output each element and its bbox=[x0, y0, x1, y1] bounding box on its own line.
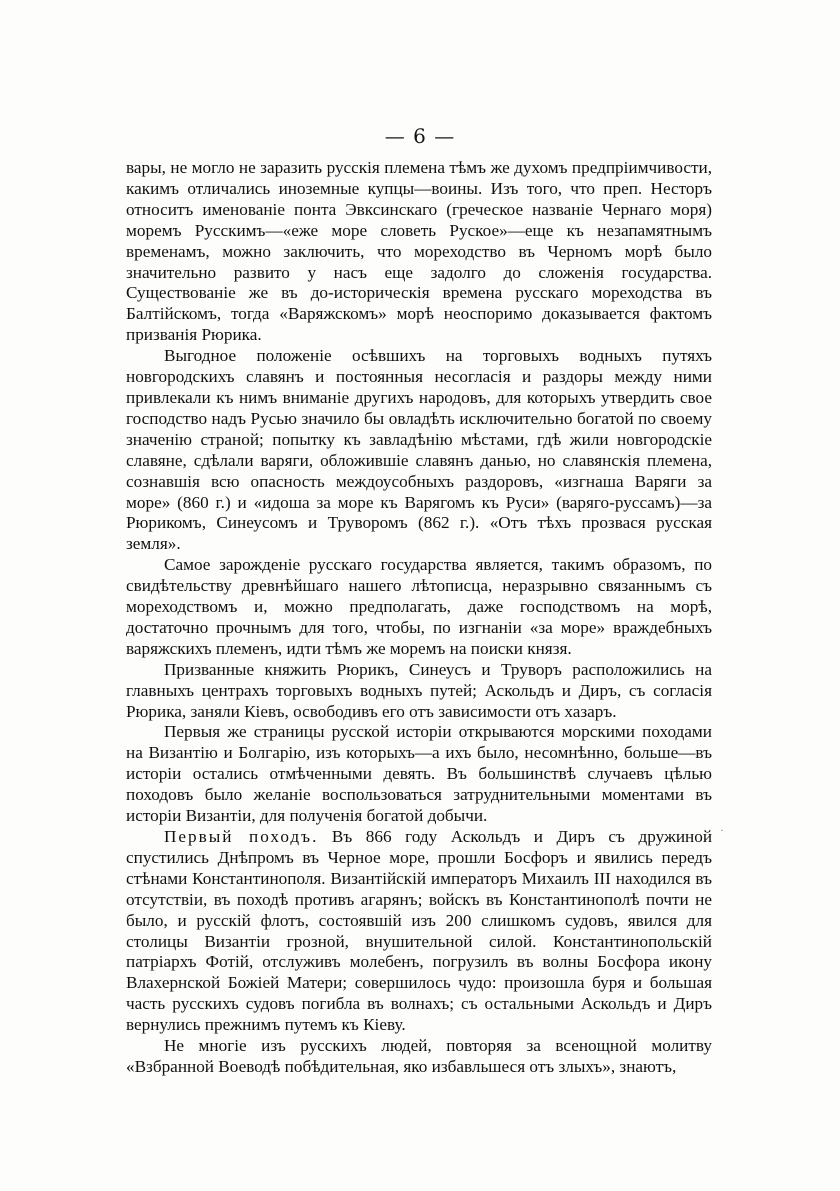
margin-marks: · · bbox=[708, 826, 727, 837]
page-number: — 6 — bbox=[384, 124, 456, 148]
paragraph-2: Выгодное положеніе осѣвшихъ на торговыхъ водныхъ путяхъ новгородскихъ славянъ и постоянныя несогласія и раздоры между ними привлекали къ нимъ вниманіе другихъ народовъ, для которыхъ утвердить свое господство надъ Русью значило бы овладѣть исключительно богатой по своему значенію страной; попытку къ завладѣнію мѣстами, гдѣ жили новгородскіе славяне, сдѣлали варяги, обложившіе славянъ данью, но славянскія племена, сознавшія всю опасность междоусобныхъ раздоровъ, «изгнаша Варяги за море» (860 г.) и «идоша за море къ Варягомъ къ Руси» (варяго-руссамъ)—за Рюрикомъ, Синеусомъ и Труворомъ (862 г.). «Отъ тѣхъ прозвася русская земля». bbox=[126, 346, 712, 554]
paragraph-6-text: Въ 866 году Аскольдъ и Диръ съ дружиной спустились Днѣпромъ въ Черное море, прошли Босфоръ и явились передъ стѣнами Константинополя. Византійскій императоръ Михаилъ III находился въ отсутствіи, въ походѣ противъ агарянъ; войскъ въ Константинополѣ почти не было, и русскій флотъ, состоявшій изъ 200 слишкомъ судовъ, явился для столицы Византіи грозной, внушительной силой. Константинопольскій патріархъ Фотій, отслуживъ молебенъ, погрузилъ въ волны Босфора икону Влахернской Божіей Матери; совершилось чудо: произошла буря и большая часть русскихъ судовъ погибла въ волнахъ; съ остальными Аскольдъ и Диръ вернулись прежнимъ путемъ къ Кіеву. bbox=[126, 827, 713, 1035]
paragraph-6 bbox=[126, 827, 712, 1036]
paragraph-7: Не многіе изъ русскихъ людей, повторяя за всенощной молитву «Взбранной Воеводѣ побѣдительная, яко избавльшеся отъ злыхъ», знаютъ, bbox=[126, 1036, 712, 1076]
body-text bbox=[126, 158, 712, 1078]
first-campaign-heading: Первый походъ. bbox=[164, 827, 319, 846]
paragraph-1: вары, не могло не заразить русскія племена тѣмъ же духомъ предпріимчивости, какимъ отличались иноземные купцы—воины. Изъ того, что преп. Несторъ относитъ именованіе понта Эвксинскаго (греческое названіе Чернаго моря) моремъ Русскимъ—«еже море словеть Руское»—еще къ незапамятнымъ временамъ, можно заключить, что мореходство въ Черномъ морѣ было значительно развито у насъ еще задолго до сложенія государства. Существованіе же въ до-историческія времена русскаго мореходства въ Балтійскомъ, тогда «Варяжскомъ» морѣ неоспоримо доказывается фактомъ призванія Рюрика. bbox=[126, 158, 712, 345]
paragraph-3: Самое зарожденіе русскаго государства является, такимъ образомъ, по свидѣтельству древнѣйшаго нашего лѣтописца, неразрывно связаннымъ съ мореходствомъ и, можно предполагать, даже господствомъ на морѣ, достаточно прочнымъ для того, чтобы, по изгнаніи «за море» враждебныхъ варяжскихъ племенъ, идти тѣмъ же моремъ на поиски князя. bbox=[126, 555, 712, 658]
paragraph-5: Первыя же страницы русской исторіи открываются морскими походами на Византію и Болгарію, изъ которыхъ—а ихъ было, несомнѣнно, больше—въ исторіи остались отмѣченными девять. Въ большинствѣ случаевъ цѣлью походовъ было желаніе воспользоваться затруднительными моментами въ исторіи Византіи, для полученія богатой добычи. bbox=[126, 722, 712, 826]
paragraph-4: Призванные княжить Рюрикъ, Синеусъ и Труворъ расположились на главныхъ центрахъ торговыхъ водныхъ путей; Аскольдъ и Диръ, съ согласія Рюрика, заняли Кіевъ, освободивъ его отъ зависимости отъ хазаръ. bbox=[126, 659, 712, 721]
